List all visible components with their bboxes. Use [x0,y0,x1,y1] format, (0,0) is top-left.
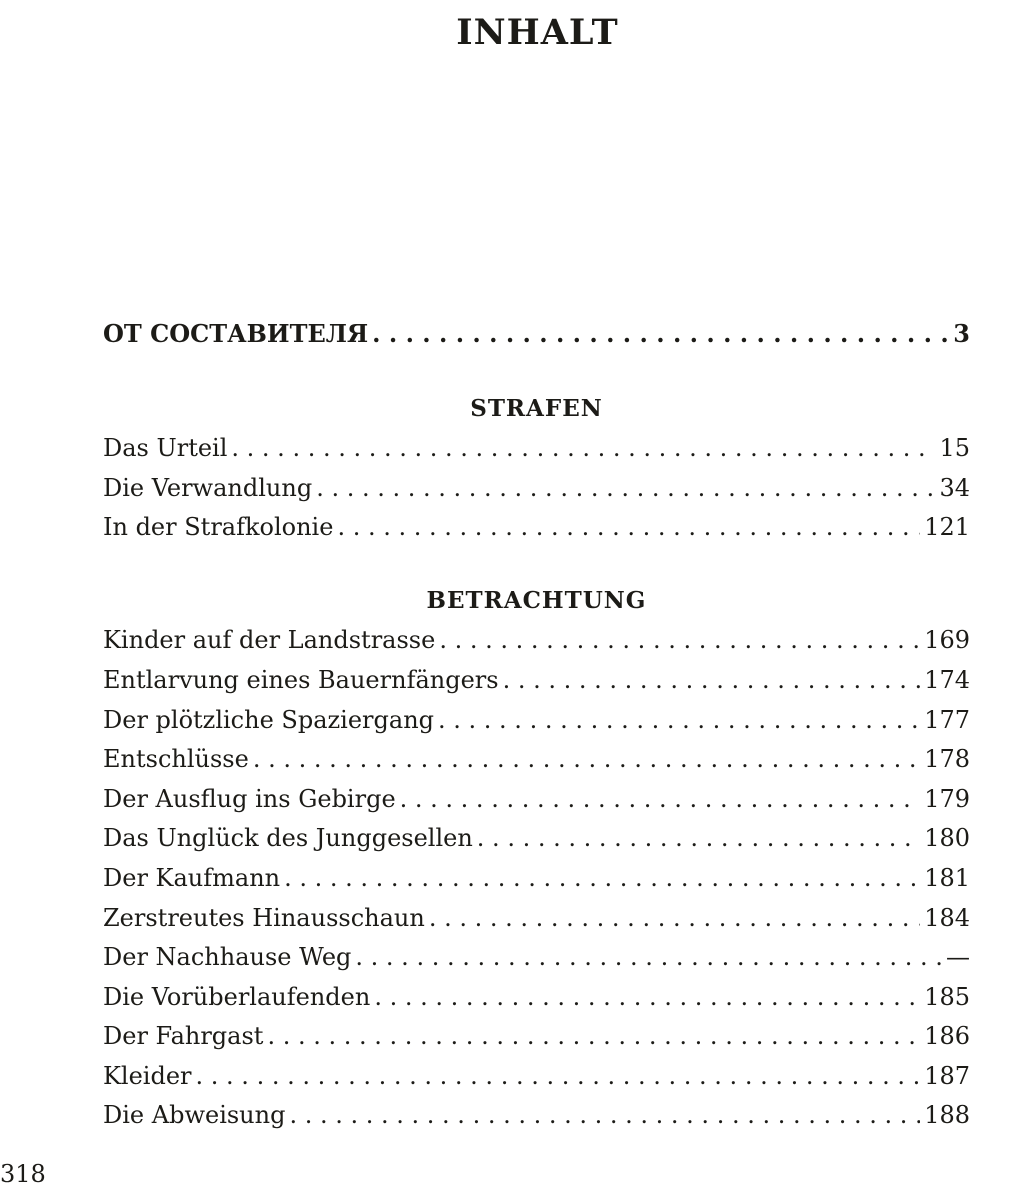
dot-leader [316,470,935,506]
toc-entry-page: 169 [924,626,970,654]
dot-leader [477,820,920,856]
toc-entry-title: Kinder auf der Landstrasse [103,626,436,654]
toc-entry-title: Zerstreutes Hinausschaun [103,904,425,932]
toc-entry [103,820,970,856]
toc-entry [103,939,970,975]
toc-entry-page: 15 [939,434,970,462]
toc-entry [103,1097,970,1133]
toc-entry [103,860,970,896]
toc-entry-page: 174 [924,666,970,694]
dot-leader [284,860,920,896]
toc-entry [103,979,970,1015]
dot-leader [253,741,920,777]
toc-entry-page: 34 [939,474,970,502]
toc-entry [103,470,970,506]
dot-leader [439,622,920,658]
toc-entry-page: 179 [924,785,970,813]
toc-entry-page: 188 [924,1101,970,1129]
dot-leader [196,1058,921,1094]
toc-entry-page: 185 [924,983,970,1011]
toc-entry-title: Das Urteil [103,434,228,462]
toc-entry [103,741,970,777]
page-title: INHALT [456,12,619,53]
page-number: 318 [0,1160,46,1188]
toc-entry-page: 180 [924,824,970,852]
toc-entry-page: 121 [924,513,970,541]
toc-entry-title: ОТ СОСТАВИТЕЛЯ [103,319,369,348]
toc-entry-title: Die Vorüberlaufenden [103,983,371,1011]
section-heading-betrachtung: BETRACHTUNG [426,587,647,614]
toc-entry [103,1018,970,1054]
toc-entry-title: Das Unglück des Junggesellen [103,824,473,852]
toc-entry [103,900,970,936]
dot-leader [267,1018,920,1054]
toc-entry-title: Der Fahrgast [103,1022,264,1050]
toc-entry-page: 184 [924,904,970,932]
dot-leader [231,430,935,466]
dot-leader [438,702,920,738]
toc-entry-page: 186 [924,1022,970,1050]
dot-leader [503,662,921,698]
toc-entry [103,781,970,817]
dot-leader [374,979,920,1015]
toc-entry-title: Der Ausflug ins Gebirge [103,785,396,813]
dot-leader [289,1097,920,1133]
toc-entry-title: Die Verwandlung [103,474,313,502]
toc-entry-front-matter [103,316,970,352]
toc-entry [103,509,970,545]
toc-entry-title: Entlarvung eines Bauernfängers [103,666,499,694]
toc-entry-page: 187 [924,1062,970,1090]
toc-entry-page: 177 [924,706,970,734]
toc-entry [103,430,970,466]
toc-entry [103,702,970,738]
dot-leader [337,509,920,545]
section-heading-strafen: STRAFEN [470,395,603,422]
dot-leader [355,939,942,975]
toc-entry-title: Kleider [103,1062,192,1090]
dot-leader [372,316,949,352]
toc-entry-page: — [946,943,970,971]
toc-entry [103,622,970,658]
toc-entry-title: Entschlüsse [103,745,249,773]
dot-leader [429,900,920,936]
toc-entry-title: Der Kaufmann [103,864,281,892]
dot-leader [400,781,921,817]
toc-entry [103,662,970,698]
toc-entry-title: Der plötzliche Spaziergang [103,706,435,734]
toc-entry-page: 181 [924,864,970,892]
toc-entry-page: 3 [953,319,970,348]
toc-entry-page: 178 [924,745,970,773]
toc-entry-title: Der Nachhause Weg [103,943,352,971]
toc-entry [103,1058,970,1094]
toc-entry-title: In der Strafkolonie [103,513,334,541]
toc-entry-title: Die Abweisung [103,1101,286,1129]
